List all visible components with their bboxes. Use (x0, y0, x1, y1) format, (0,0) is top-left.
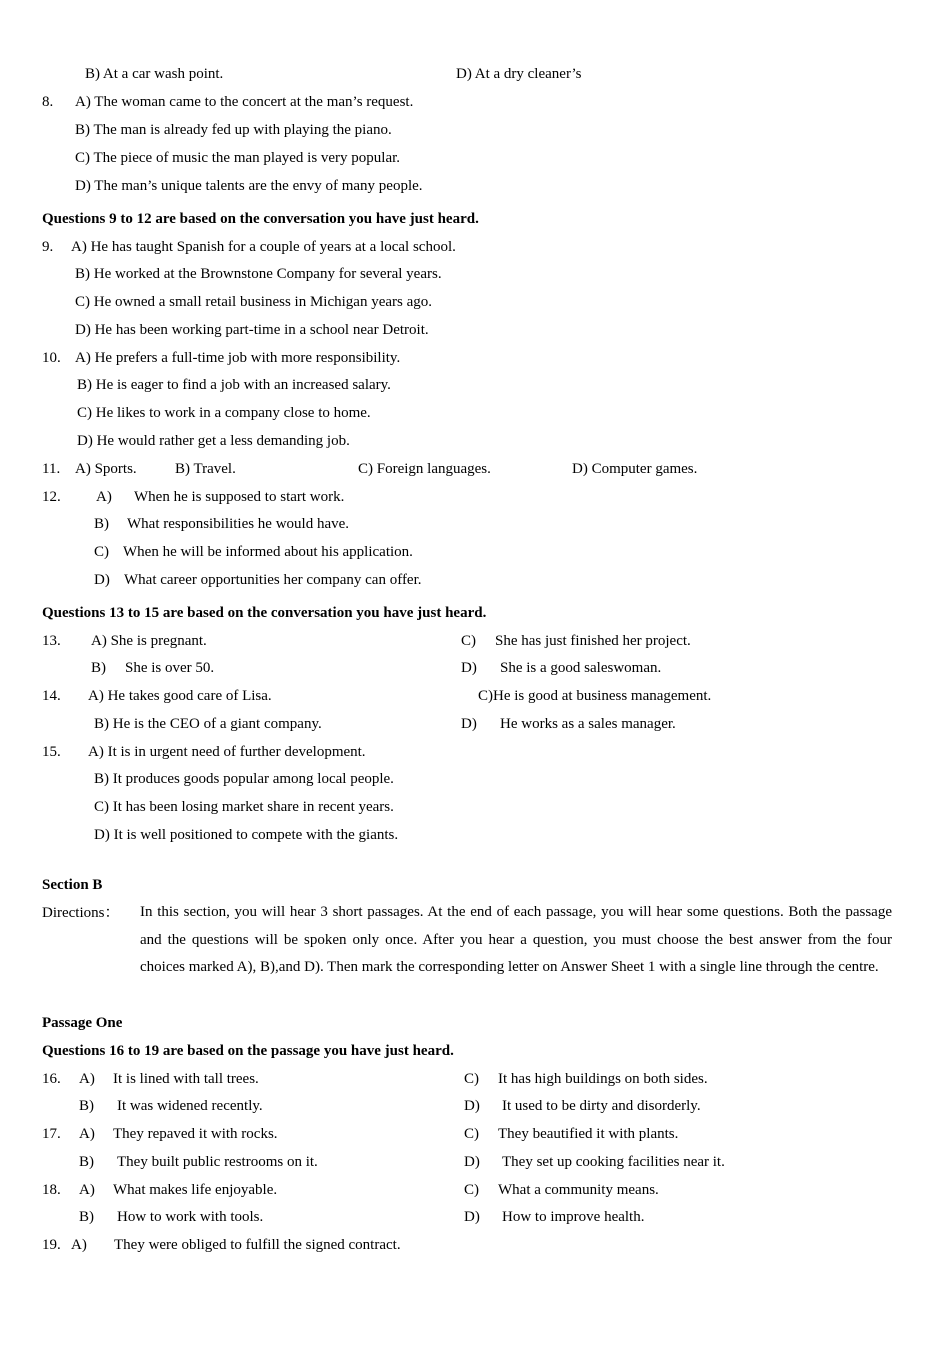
q19-number: 19. (42, 1237, 61, 1253)
q11-option-c: C) Foreign languages. (358, 461, 491, 477)
q17-option-d: They set up cooking facilities near it. (502, 1154, 725, 1170)
q13-number: 13. (42, 633, 61, 649)
directions-label: Directions： (42, 905, 120, 921)
q19-option-a-label: A) (71, 1237, 87, 1253)
q10-option-d: D) He would rather get a less demanding job. (77, 433, 350, 449)
directions-text: In this section, you will hear 3 short passages. At the end of each passage, you will hear some questions. Both the passage and the questions will be spoken only once. After you hear a question, you must choose the best answer from the four choices marked A), B),and D). Then mark the corresponding letter on Answer Sheet 1 with a single line through the centre. (140, 904, 892, 976)
q15-option-b: B) It produces goods popular among local people. (94, 771, 394, 787)
q10-option-a: A) He prefers a full-time job with more responsibility. (75, 350, 401, 366)
q16-option-a: It is lined with tall trees. (113, 1071, 259, 1087)
q12-option-c-label: C) (94, 544, 109, 560)
q18-number: 18. (42, 1182, 61, 1198)
q11-number: 11. (42, 461, 61, 477)
q18-option-b-label: B) (79, 1209, 94, 1225)
q11-option-d: D) Computer games. (572, 461, 698, 477)
q12-option-b: What responsibilities he would have. (127, 516, 350, 532)
q17-option-c-label: C) (464, 1126, 479, 1142)
q16-option-c-label: C) (464, 1071, 479, 1087)
q7-option-b: B) At a car wash point. (85, 66, 224, 82)
q14-option-c: C)He is good at business management. (478, 688, 712, 704)
q10-option-c: C) He likes to work in a company close to home. (77, 405, 371, 421)
q11-option-a: A) Sports. (75, 461, 137, 477)
q9-option-c: C) He owned a small retail business in Michigan years ago. (75, 294, 432, 310)
q18-option-d-label: D) (464, 1209, 480, 1225)
q14-option-d: He works as a sales manager. (500, 716, 676, 732)
q13-option-c: She has just finished her project. (495, 633, 691, 649)
q16-option-d: It used to be dirty and disorderly. (502, 1098, 701, 1114)
q12-option-b-label: B) (94, 516, 109, 532)
q9-number: 9. (42, 239, 54, 255)
q16-option-c: It has high buildings on both sides. (498, 1071, 708, 1087)
q8-option-a: A) The woman came to the concert at the man’s request. (75, 94, 414, 110)
q14-number: 14. (42, 688, 61, 704)
q7-option-d: D) At a dry cleaner’s (456, 66, 582, 82)
q13-option-a: A) She is pregnant. (91, 633, 207, 649)
q15-option-a: A) It is in urgent need of further development. (88, 744, 366, 760)
q18-option-c: What a community means. (498, 1182, 659, 1198)
q13-option-d-label: D) (461, 660, 477, 676)
q15-option-c: C) It has been losing market share in recent years. (94, 799, 394, 815)
q12-number: 12. (42, 489, 61, 505)
heading-questions-9-12: Questions 9 to 12 are based on the conversation you have just heard. (42, 211, 479, 227)
q16-option-b-label: B) (79, 1098, 94, 1114)
q13-option-c-label: C) (461, 633, 476, 649)
q9-option-d: D) He has been working part-time in a school near Detroit. (75, 322, 429, 338)
q8-option-d: D) The man’s unique talents are the envy of many people. (75, 178, 423, 194)
q8-option-b: B) The man is already fed up with playing the piano. (75, 122, 392, 138)
q12-option-a-label: A) (96, 489, 112, 505)
heading-questions-13-15: Questions 13 to 15 are based on the conversation you have just heard. (42, 605, 487, 621)
q13-option-b: She is over 50. (125, 660, 215, 676)
q18-option-c-label: C) (464, 1182, 479, 1198)
q17-option-a-label: A) (79, 1126, 95, 1142)
q17-option-b: They built public restrooms on it. (117, 1154, 318, 1170)
q12-option-d: What career opportunities her company can offer. (124, 572, 422, 588)
q12-option-a: When he is supposed to start work. (134, 489, 345, 505)
q15-number: 15. (42, 744, 61, 760)
q17-number: 17. (42, 1126, 61, 1142)
q14-option-a: A) He takes good care of Lisa. (88, 688, 272, 704)
q13-option-d: She is a good saleswoman. (500, 660, 662, 676)
q18-option-b: How to work with tools. (117, 1209, 264, 1225)
q14-option-b: B) He is the CEO of a giant company. (94, 716, 322, 732)
q19-option-a: They were obliged to fulfill the signed contract. (114, 1237, 401, 1253)
q18-option-a: What makes life enjoyable. (113, 1182, 278, 1198)
q16-option-d-label: D) (464, 1098, 480, 1114)
q18-option-d: How to improve health. (502, 1209, 645, 1225)
q10-option-b: B) He is eager to find a job with an increased salary. (77, 377, 391, 393)
heading-questions-16-19: Questions 16 to 19 are based on the passage you have just heard. (42, 1043, 454, 1059)
q16-option-b: It was widened recently. (117, 1098, 263, 1114)
q12-option-d-label: D) (94, 572, 110, 588)
q14-option-d-label: D) (461, 716, 477, 732)
q9-option-b: B) He worked at the Brownstone Company for several years. (75, 266, 442, 282)
q9-option-a: A) He has taught Spanish for a couple of years at a local school. (71, 239, 456, 255)
q18-option-a-label: A) (79, 1182, 95, 1198)
q17-option-d-label: D) (464, 1154, 480, 1170)
passage-one-title: Passage One (42, 1015, 123, 1031)
q11-option-b: B) Travel. (175, 461, 236, 477)
q17-option-b-label: B) (79, 1154, 94, 1170)
section-b-title: Section B (42, 877, 103, 893)
q17-option-c: They beautified it with plants. (498, 1126, 679, 1142)
q10-number: 10. (42, 350, 61, 366)
q13-option-b-label: B) (91, 660, 106, 676)
q12-option-c: When he will be informed about his application. (123, 544, 413, 560)
q17-option-a: They repaved it with rocks. (113, 1126, 278, 1142)
q8-number: 8. (42, 94, 54, 110)
q8-option-c: C) The piece of music the man played is very popular. (75, 150, 401, 166)
q16-option-a-label: A) (79, 1071, 95, 1087)
q15-option-d: D) It is well positioned to compete with the giants. (94, 827, 399, 843)
q16-number: 16. (42, 1071, 61, 1087)
